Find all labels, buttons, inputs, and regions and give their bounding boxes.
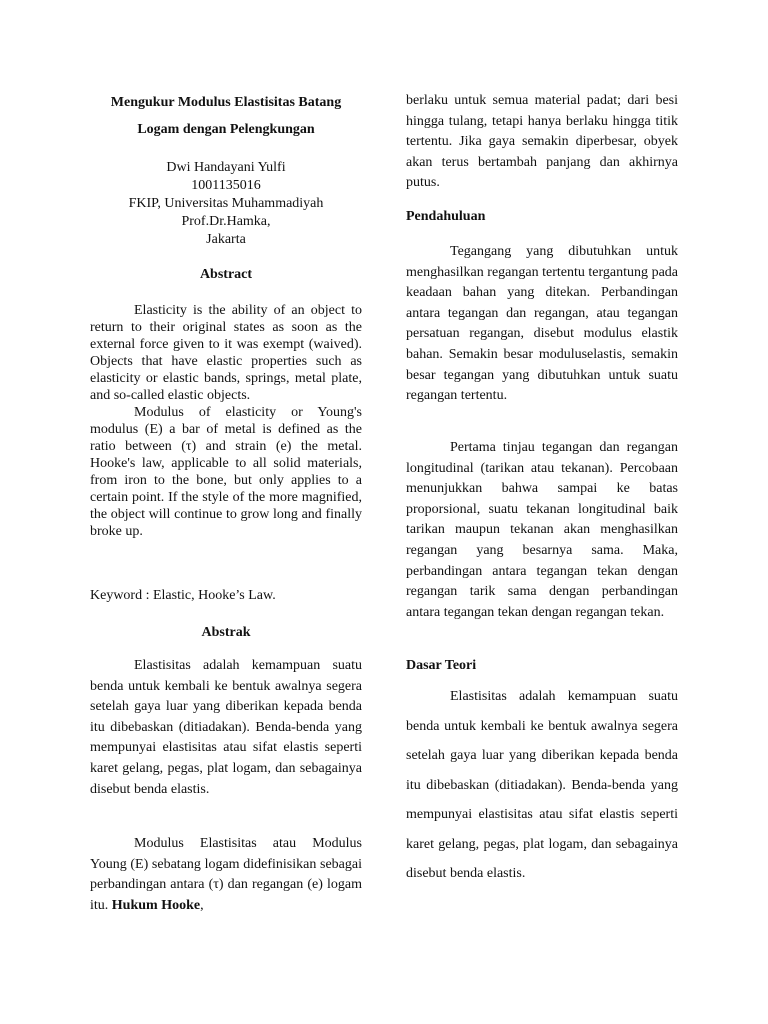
author-affiliation: FKIP, Universitas Muhammadiyah (128, 196, 324, 211)
author-institution: Prof.Dr.Hamka, (181, 214, 271, 229)
pendahuluan-paragraph-1: Tegangang yang dibutuhkan untuk menghasilkan regangan tertentu tergantung pada keadaan bahan yang ditekan. Perbandingan antara tegangan dan regangan, atau tegangan persatuan regangan, disebut modulus elastik bahan. Semakin besar moduluselastis, semakin besar tegangan yang dibutuhkan untuk suatu regangan tertentu. (406, 244, 678, 404)
abstract-paragraph-1: Elasticity is the ability of an object to return to their original states as soon as the external force given to it was exempt (waived). Objects that have elastic properties such as elasticity or elastic bands, springs, metal plate, and so-called elastic objects. (90, 303, 362, 403)
hukum-hooke-term: Hukum Hooke (111, 897, 201, 913)
paper-title-line-2: Logam dengan Pelengkungan (137, 122, 315, 137)
author-id: 1001135016 (191, 178, 261, 193)
keyword-line: Keyword : Elastic, Hooke’s Law. (90, 588, 276, 603)
paper-title-line-1: Mengukur Modulus Elastisitas Batang (110, 95, 342, 110)
abstrak-paragraph-2-text: Modulus Elastisitas atau Modulus Young (E) sebatang logam didefinisikan sebagai perbandingan antara (τ) dan regangan (e) logam itu. (90, 836, 362, 913)
author-block (90, 159, 362, 249)
abstract-paragraph-2: Modulus of elasticity or Young's modulus (E) a bar of metal is defined as the ratio between (τ) and strain (e) the metal. Hooke's law, applicable to all solid materials, from iron to the bone, but only applies to a certain point. If the style of the more magnified, the object will continue to grow long and finally broke up. (90, 405, 362, 539)
continuation-paragraph: berlaku untuk semua material padat; dari besi hingga tulang, tetapi hanya berlaku hingga titik tertentu. Jika gaya semakin diperbesar, obyek akan terus bertambah panjang dan akhirnya putus. (406, 93, 678, 191)
author-city: Jakarta (206, 232, 246, 247)
abstract-heading: Abstract (199, 267, 253, 282)
abstrak-paragraph-1: Elastisitas adalah kemampuan suatu benda untuk kembali ke bentuk awalnya segera setelah gaya luar yang diberikan kepada benda itu dibebaskan (ditiadakan). Benda-benda yang mempunyai elastisitas atau sifat elastis seperti karet gelang, pegas, plat logam, dan sebagainya disebut benda elastis. (90, 658, 362, 797)
pendahuluan-paragraph-2: Pertama tinjau tegangan dan regangan longitudinal (tarikan atau tekanan). Percobaan menunjukkan bahwa sampai ke batas proporsional, suatu tekanan longitudinal baik tarikan maupun tekanan akan menghasilkan regangan yang besarnya sama. Maka, perbandingan antara tegangan tekan dengan regangan tarik sama dengan perbandingan antara tegangan tekan dengan regangan tekan. (406, 440, 678, 620)
abstrak-paragraph-2-end: , (200, 897, 204, 913)
abstract-body (90, 302, 362, 540)
abstrak-heading: Abstrak (201, 625, 251, 640)
dasar-teori-heading: Dasar Teori (406, 658, 477, 673)
author-name: Dwi Handayani Yulfi (166, 160, 286, 175)
pendahuluan-heading: Pendahuluan (406, 209, 486, 224)
dasar-teori-paragraph: Elastisitas adalah kemampuan suatu benda untuk kembali ke bentuk awalnya segera setelah gaya luar yang diberikan kepada benda itu dibebaskan (ditiadakan). Benda-benda yang mempunyai elastisitas atau sifat elastis seperti karet gelang, pegas, plat logam, dan sebagainya disebut benda elastis. (406, 689, 678, 881)
abstrak-paragraph-2 (90, 834, 362, 916)
